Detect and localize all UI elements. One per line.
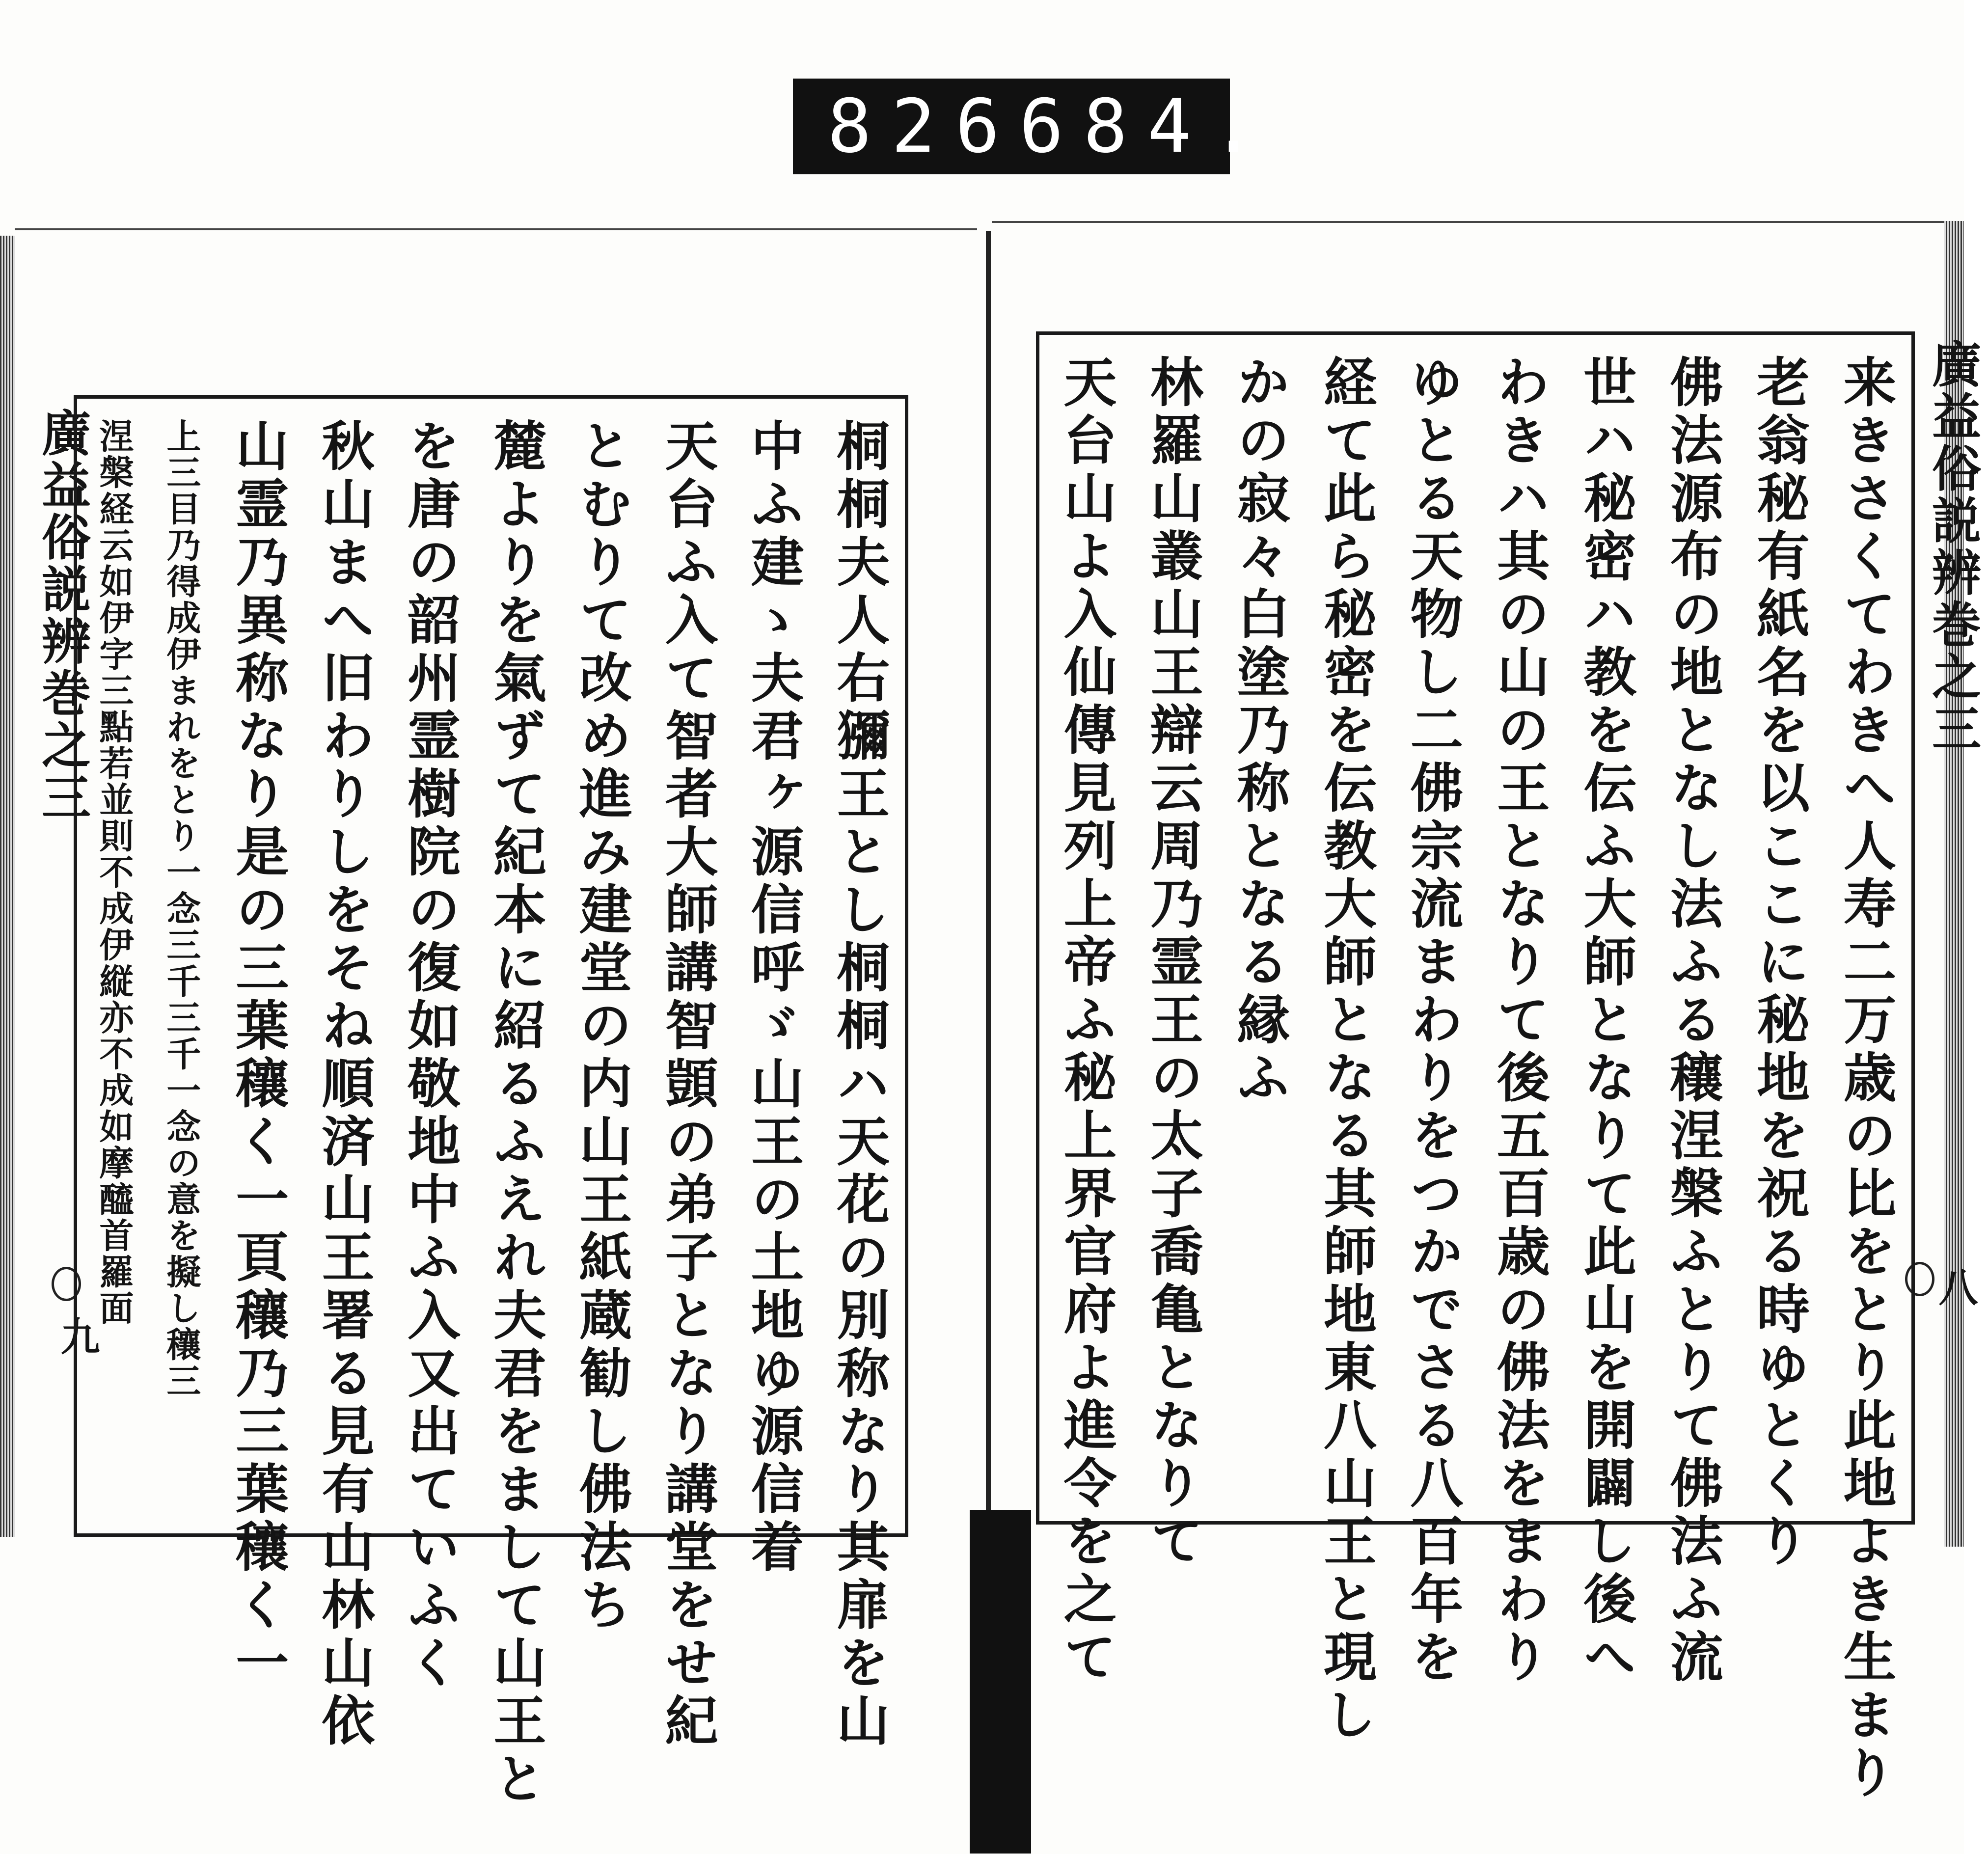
text-column: 秋山まへ旧わりしをそね順済山王署る見有山林山依 [312,418,375,1751]
text-column: 林羅山叢山王辯云周乃霊王の太子喬亀となりて [1141,354,1203,1571]
text-column: 天台ふ入て智者大師講智顗の弟子となり講堂をせ紀 [656,418,718,1751]
frame-counter-label [793,79,1276,174]
text-column: 麓よりを氣ずて紀本に紹るふえれ夫君をまして山王と [484,418,546,1809]
text-column: 佛法源布の地となし法ふる穰涅槃ふとりて佛法ふ流 [1661,354,1723,1687]
text-column: ゆとる天物し二佛宗流まわりをつかでさる八百年を [1401,354,1463,1687]
text-column: 中ふ建ゝ夫君ヶ源信呼ゞ山王の土地ゆ源信着 [742,418,804,1577]
right-page-margin-title: 廣益俗説辨巻之三 [1924,339,1982,755]
counter-right-number: 684. [1019,83,1276,169]
left-text-columns [94,418,890,1809]
text-column: とむりて改め進み建堂の内山王紙蔵勧し佛法ち [570,418,632,1635]
text-column: 涅槃経云如伊字三點若並則不成伊縦亦不成如摩醯首羅面 [94,418,135,1327]
text-column: 桐桐夫人右獼王とし桐桐ハ天花の別称なり其扉を山 [827,418,890,1751]
text-column: 天台山よ入仙傳見列上帝ふ秘上界官府よ進令を之て [1055,354,1117,1687]
right-text-frame [1036,331,1915,1803]
text-column: 上三目乃得成伊まれをとり一念三千三千一念の意を擬し穰三 [161,418,202,1399]
left-page-edge [0,236,15,1537]
left-leaf-number: 九 [54,1316,100,1355]
text-column: かの寂々白塗乃称となる縁ふ [1227,354,1290,1108]
left-page-top-edge [15,228,977,230]
text-column: わきハ其の山の王となりて後五百歳の佛法をまわり [1488,354,1550,1687]
text-column: を唐の韶州霊樹院の復如敬地中ふ入又出ていふく [398,418,461,1693]
book-spine-line [986,231,991,1532]
text-column: 経て此ら秘密を伝教大師となる其師地東八山王と現し [1314,354,1377,1745]
right-text-columns [1055,354,1896,1803]
text-column: 世ハ秘密ハ教を伝ふ大師となりて此山を開闢し後へ [1574,354,1636,1687]
counter-left-number: 826 [827,83,1019,169]
text-column: 老翁秘有紙名を以ここに秘地を祝る時ゆとくり [1747,354,1810,1571]
text-column: 来きさくてわきへ人寿二万歳の比をとり此地よき生まり [1834,354,1896,1803]
right-page-top-edge [992,221,1944,223]
right-leaf-number: 八 [1932,1267,1978,1306]
left-text-frame [74,395,908,1809]
book-spine-block [970,1510,1031,1854]
left-page-margin-title: 廣益俗説辨巻之三 [33,408,91,824]
text-column: 山霊乃異称なり是の三葉穰く一頁穰乃三葉穰く一 [226,418,289,1693]
